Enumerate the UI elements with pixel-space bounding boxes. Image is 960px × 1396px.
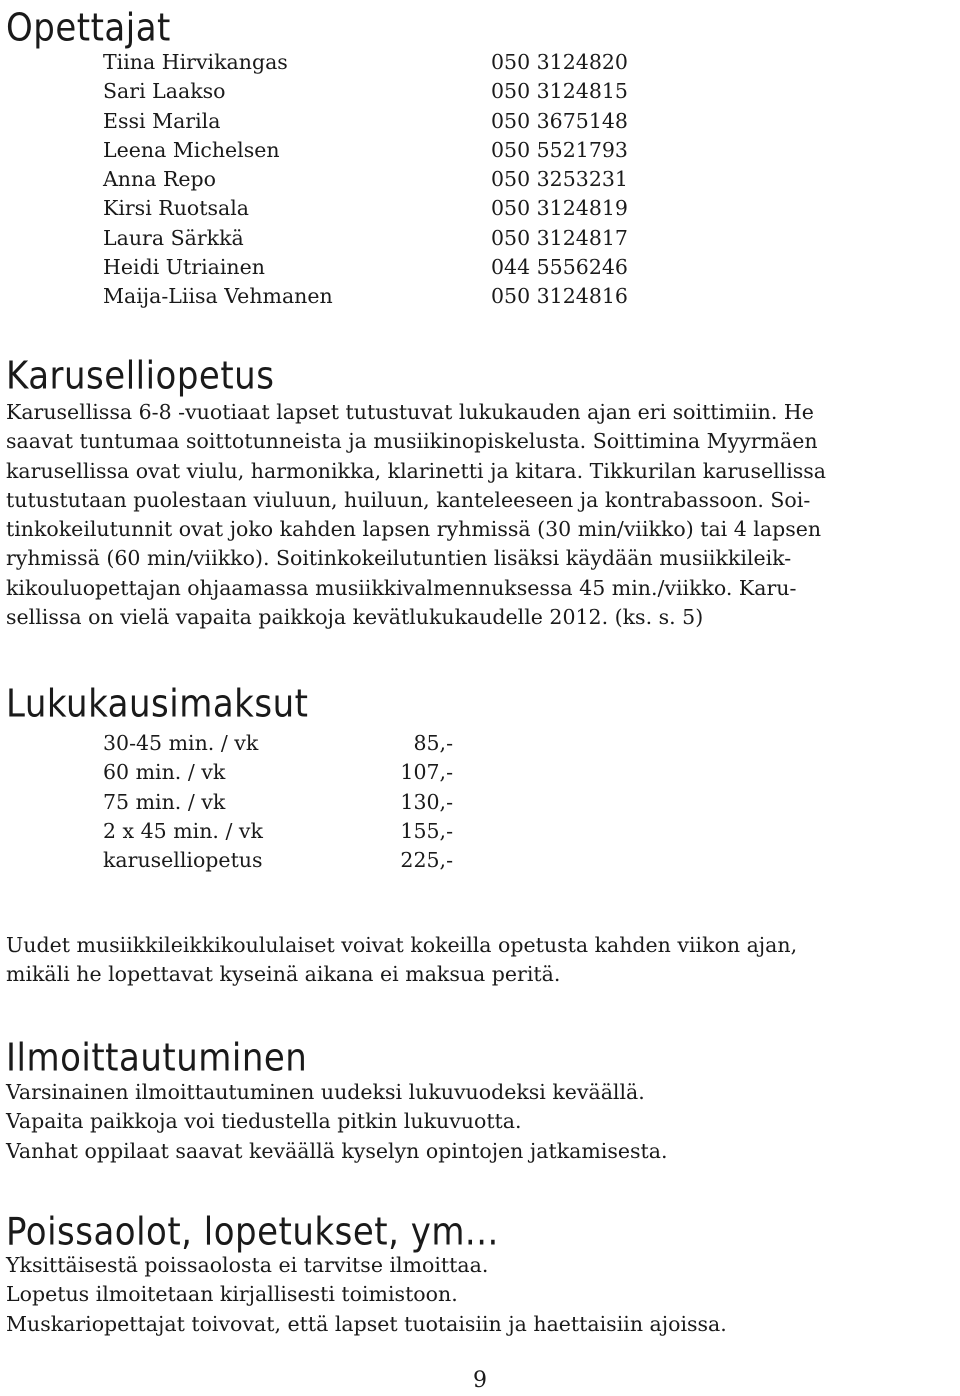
fee-price: 225,- — [400, 848, 453, 873]
teacher-name: Leena Michelsen — [103, 137, 280, 162]
paragraph-line: tinkokeilutunnit ovat joko kahden lapsen ryhmissä (30 min/viikko) tai 4 lapsen — [6, 517, 822, 542]
fee-row — [103, 846, 463, 875]
teacher-phone: 050 3675148 — [491, 108, 628, 133]
teacher-phone: 044 5556246 — [491, 255, 628, 280]
teacher-phone: 050 3124817 — [491, 225, 628, 250]
page-number: 9 — [473, 1368, 487, 1393]
fee-row — [103, 788, 463, 817]
teacher-row — [103, 224, 663, 253]
teacher-name: Maija-Liisa Vehmanen — [103, 284, 333, 309]
fee-price: 130,- — [400, 789, 453, 814]
registration-text — [6, 1078, 956, 1166]
paragraph-line: karusellissa ovat viulu, harmonikka, klarinetti ja kitara. Tikkurilan karusellissa — [6, 458, 827, 483]
teacher-phone: 050 3253231 — [491, 167, 628, 192]
fees-table — [103, 729, 463, 875]
teacher-name: Essi Marila — [103, 108, 221, 133]
teacher-row — [103, 253, 663, 282]
absences-text — [6, 1251, 956, 1339]
teachers-heading: Opettajat — [6, 6, 171, 51]
karuselli-heading: Karuselliopetus — [6, 354, 275, 399]
paragraph-line: saavat tuntumaa soittotunneista ja musiikinopiskelusta. Soittimina Myyrmäen — [6, 429, 818, 454]
paragraph-line: Karusellissa 6-8 -vuotiaat lapset tutustuvat lukukauden ajan eri soittimiin. He — [6, 400, 814, 424]
fees-note — [6, 931, 956, 990]
paragraph-line: tutustutaan puolestaan viuluun, huiluun, kanteleeseen ja kontrabassoon. Soi- — [6, 487, 811, 512]
absences-line: Muskariopettajat toivovat, että lapset tuotaisiin ja haettaisiin ajoissa. — [6, 1311, 727, 1336]
teacher-row — [103, 107, 663, 136]
teacher-name: Sari Laakso — [103, 79, 226, 104]
teacher-phone: 050 3124820 — [491, 50, 628, 74]
teacher-phone: 050 5521793 — [491, 137, 628, 162]
note-line: Uudet musiikkileikkikoululaiset voivat kokeilla opetusta kahden viikon ajan, — [6, 933, 798, 957]
paragraph-line: kikouluopettajan ohjaamassa musiikkivalmennuksessa 45 min./viikko. Karu- — [6, 575, 797, 600]
teacher-row — [103, 136, 663, 165]
fee-label: 2 x 45 min. / vk — [103, 818, 263, 843]
fee-row — [103, 758, 463, 787]
teacher-row — [103, 282, 663, 311]
teachers-list — [103, 48, 663, 312]
teacher-name: Laura Särkkä — [103, 225, 244, 250]
teacher-row — [103, 165, 663, 194]
paragraph-line: sellissa on vielä vapaita paikkoja kevätlukukaudelle 2012. (ks. s. 5) — [6, 605, 704, 630]
fee-label: 60 min. / vk — [103, 760, 226, 785]
absences-line: Yksittäisestä poissaolosta ei tarvitse ilmoittaa. — [6, 1253, 489, 1277]
teacher-phone: 050 3124815 — [491, 79, 628, 104]
registration-line: Vapaita paikkoja voi tiedustella pitkin lukuvuotta. — [6, 1109, 522, 1134]
absences-line: Lopetus ilmoitetaan kirjallisesti toimistoon. — [6, 1282, 458, 1307]
teacher-name: Heidi Utriainen — [103, 255, 265, 280]
fee-label: 75 min. / vk — [103, 789, 226, 814]
fee-row — [103, 817, 463, 846]
fee-label: karuselliopetus — [103, 848, 263, 873]
fee-price: 85,- — [413, 731, 453, 755]
note-line: mikäli he lopettavat kyseinä aikana ei maksua peritä. — [6, 962, 561, 987]
fees-heading: Lukukausimaksut — [6, 682, 309, 727]
fee-price: 107,- — [400, 760, 453, 785]
teacher-name: Anna Repo — [103, 167, 216, 192]
registration-line: Varsinainen ilmoittautuminen uudeksi lukuvuodeksi keväällä. — [6, 1080, 645, 1104]
registration-heading: Ilmoittautuminen — [6, 1036, 308, 1081]
teacher-phone: 050 3124819 — [491, 196, 628, 221]
teacher-phone: 050 3124816 — [491, 284, 628, 309]
fee-label: 30-45 min. / vk — [103, 731, 259, 755]
absences-heading: Poissaolot, lopetukset, ym... — [6, 1210, 499, 1255]
fee-row — [103, 729, 463, 758]
teacher-row — [103, 194, 663, 223]
teacher-row — [103, 77, 663, 106]
teacher-name: Tiina Hirvikangas — [103, 50, 288, 74]
paragraph-line: ryhmissä (60 min/viikko). Soitinkokeilutuntien lisäksi käydään musiikkileik- — [6, 546, 792, 571]
fee-price: 155,- — [400, 818, 453, 843]
teacher-name: Kirsi Ruotsala — [103, 196, 250, 221]
registration-line: Vanhat oppilaat saavat keväällä kyselyn opintojen jatkamisesta. — [6, 1138, 668, 1163]
karuselli-paragraph — [6, 398, 956, 632]
teacher-row — [103, 48, 663, 77]
